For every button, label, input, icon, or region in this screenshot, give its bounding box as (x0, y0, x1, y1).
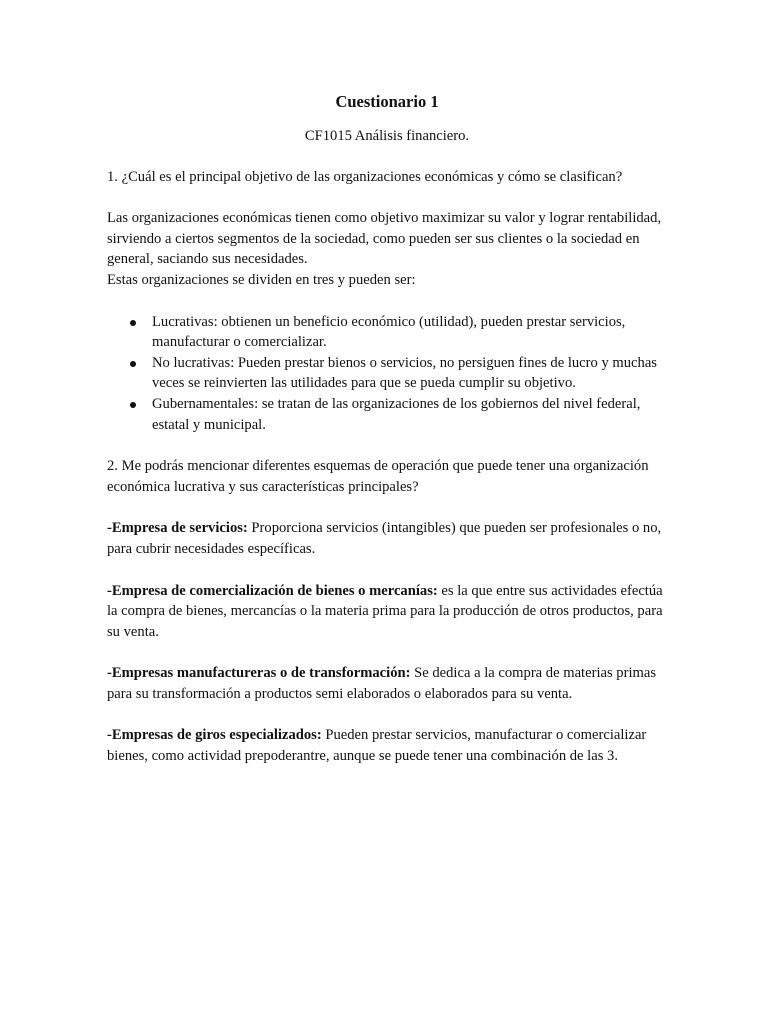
business-type-label: -Empresas de giros especializados: (107, 727, 322, 744)
business-type-label: -Empresa de servicios: (107, 520, 248, 537)
document-title: Cuestionario 1 (335, 92, 439, 111)
business-type-label: -Empresa de comercialización de bienes o mercanías: (107, 582, 438, 599)
course-subtitle: CF1015 Análisis financiero. (304, 128, 470, 144)
business-type-commerce (107, 581, 667, 643)
bullet-icon (130, 402, 136, 408)
bullet-icon (130, 320, 136, 326)
question-2: 2. Me podrás mencionar diferentes esquemas de operación que puede tener una organización económica lucrativa y sus características principales? (107, 458, 649, 495)
business-type-text: Proporciona servicios (intangibles) que pueden ser profesionales o no, para cubrir necesidades específicas. (107, 520, 662, 557)
list-item-no-lucrativas (107, 353, 667, 394)
business-type-text: Se dedica a la compra de materias primas para su transformación a productos semi elaborados o elaborados para su venta. (107, 665, 657, 702)
business-type-manufacturing (107, 663, 667, 704)
list-item-lucrativas (107, 312, 667, 353)
list-item-gubernamentales (107, 394, 667, 435)
list-item-text: Gubernamentales: se tratan de las organizaciones de los gobiernos del nivel federal, estatal y municipal. (152, 395, 641, 433)
business-type-label: -Empresas manufactureras o de transformación: (107, 665, 411, 682)
business-type-specialized (107, 725, 667, 766)
list-item-text: No lucrativas: Pueden prestar bienos o servicios, no persiguen fines de lucro y muchas veces se reinvierten las utilidades para que se pueda cumplir su objetivo. (152, 354, 657, 392)
answer-1-paragraph: Las organizaciones económicas tienen como objetivo maximizar su valor y lograr rentabilidad, sirviendo a ciertos segmentos de la sociedad, como pueden ser sus clientes o la sociedad en general, saciando sus necesidades. (107, 210, 662, 268)
list-item-text: Lucrativas: obtienen un beneficio económico (utilidad), pueden prestar servicios, manufacturar o comercializar. (152, 313, 626, 351)
bullet-icon (130, 361, 136, 367)
organization-types-list (107, 312, 667, 436)
business-type-text: Pueden prestar servicios, manufacturar o comercializar bienes, como actividad prepoderantre, aunque se puede tener una combinación de las 3. (107, 727, 647, 765)
business-type-text: es la que entre sus actividades efectúa la compra de bienes, mercancías o la materia prima para la producción de otros productos, para su venta. (107, 582, 663, 640)
document-page (107, 90, 667, 788)
business-type-services (107, 518, 667, 559)
answer-1-intro: Estas organizaciones se dividen en tres y pueden ser: (107, 271, 416, 288)
question-1: 1. ¿Cuál es el principal objetivo de las organizaciones económicas y cómo se clasifican? (107, 168, 623, 185)
